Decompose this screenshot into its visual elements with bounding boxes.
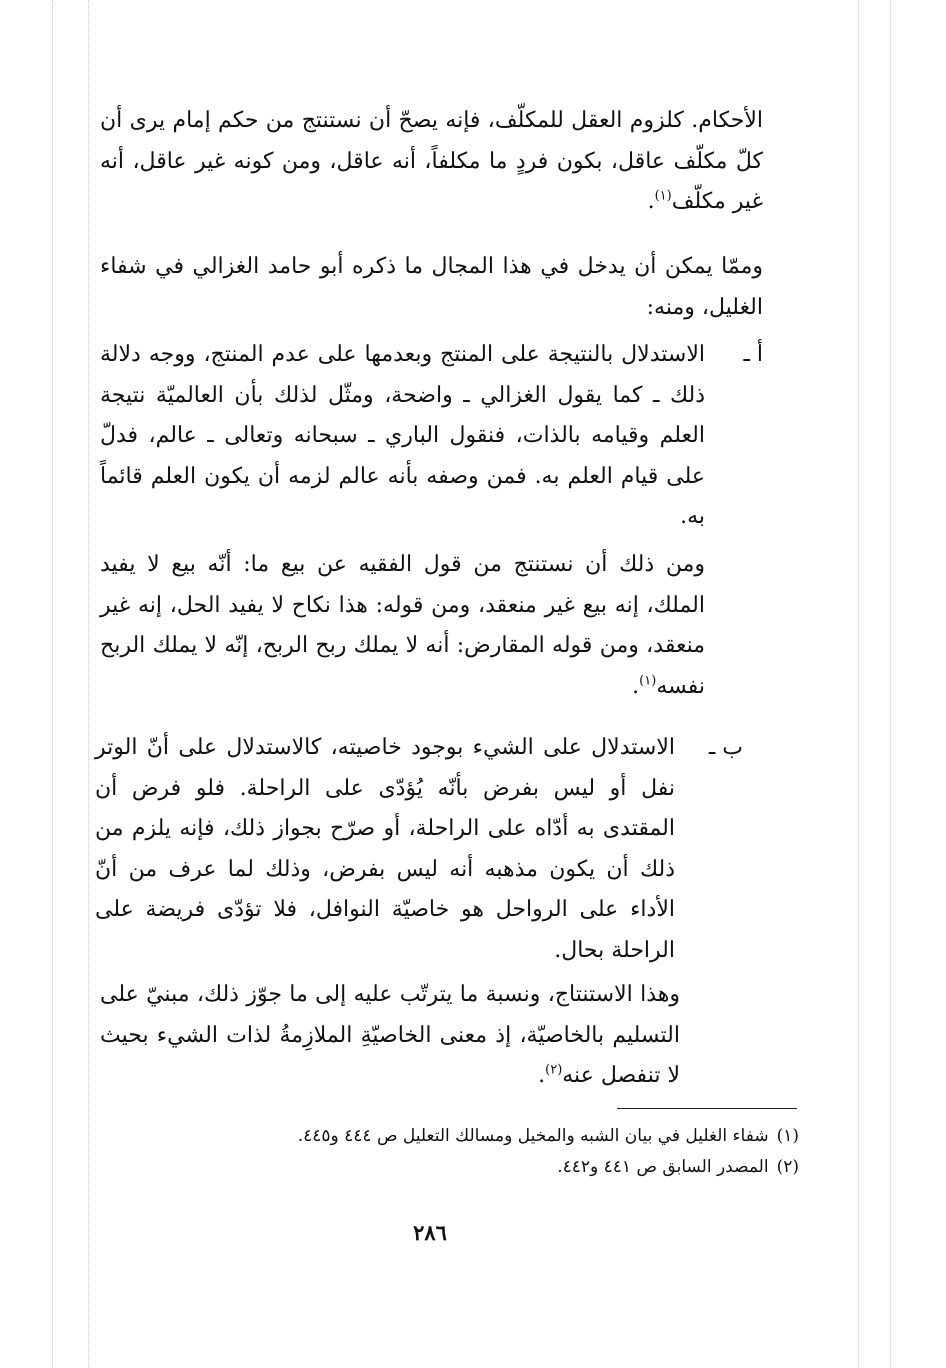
paragraph-text: ومن ذلك أن نستنتج من قول الفقيه عن بيع ما: أنّه بيع لا يفيد الملك، إنه بيع غير منعقد، ومن قوله: هذا نكاح لا يفيد الحل، إنه غير منعقد، ومن قوله المقارض: أنه لا يملك ربح الربح، إنّه لا يملك الربح نفسه	[100, 552, 705, 699]
footnote-text: شفاء الغليل في بيان الشبه والمخيل ومسالك التعليل ص ٤٤٤ و٤٤٥.	[297, 1126, 769, 1146]
list-item-a	[100, 335, 763, 535]
footnote-separator	[617, 1108, 797, 1109]
paragraph-text: وممّا يمكن أن يدخل في هذا المجال ما ذكره أبو حامد الغزالي في شفاء الغليل، ومنه:	[100, 254, 763, 320]
footnote-2	[179, 1152, 799, 1183]
footnotes	[179, 1121, 799, 1183]
paragraph-end: .	[538, 1063, 546, 1088]
item-marker: أ ـ	[743, 342, 763, 367]
scan-edge-line	[88, 0, 89, 1368]
paragraph-end: .	[632, 673, 640, 699]
footnote-text: المصدر السابق ص ٤٤١ و٤٤٢.	[557, 1157, 769, 1177]
paragraph-2	[100, 247, 763, 328]
footnote-1	[179, 1121, 799, 1152]
page-number: ٢٨٦	[413, 1220, 447, 1245]
paragraph-text: الأحكام. كلزوم العقل للمكلّف، فإنه يصحّ أن نستنتج من حكم إمام يرى أن كلّ مكلّف عاقل، بكون فردٍ ما مكلفاً، أنه عاقل، ومن كونه غير عاقل، أنه غير مكلّف	[100, 108, 763, 214]
scan-edge-line	[858, 0, 859, 1368]
paragraph-text: وهذا الاستنتاج، ونسبة ما يترتّب عليه إلى ما جوّز ذلك، مبنيّ على التسليم بالخاصيّة، إذ معنى الخاصيّةِ الملازِمةُ لذات الشيء بحيث لا تنفصل عنه	[100, 982, 680, 1088]
scan-edge-line	[890, 0, 891, 1368]
footnote-ref: (١)	[654, 188, 672, 204]
item-body: الاستدلال بالنتيجة على المنتج وبعدمها على عدم المنتج، ووجه دلالة ذلك ـ كما يقول الغزالي ـ واضحة، ومثّل لذلك بأن العالميّة نتيجة العلم وقيامه بالذات، فنقول الباري ـ سبحانه وتعالى ـ عالم، فدلّ على قيام العلم به. فمن وصفه بأنه عالم لزمه أن يكون العلم قائماً به.	[100, 342, 705, 529]
scan-edge-line	[52, 0, 53, 1368]
paragraph-end: .	[647, 189, 655, 214]
item-a-continuation	[100, 545, 705, 707]
item-body: الاستدلال على الشيء بوجود خاصيته، كالاستدلال على أنّ الوتر نفل أو ليس بفرض بأنّه يُؤدّى على الراحلة. فلو فرض أن المقتدى به أدّاه على الراحلة، أو صرّح بجواز ذلك، فإنه يلزم من ذلك أن يكون مذهبه أنه ليس بفرض، وذلك لما عرف من أنّ الأداء على الرواحل هو خاصيّة النوافل، فلا تؤدّى فريضة على الراحلة بحال.	[95, 735, 675, 963]
footnote-ref: (١)	[639, 673, 657, 689]
footnote-number: (١)	[776, 1126, 799, 1146]
list-item-b	[95, 728, 763, 968]
footnote-number: (٢)	[776, 1157, 799, 1177]
footnote-ref: (٢)	[545, 1062, 563, 1078]
paragraph-1	[100, 101, 763, 223]
item-b-continuation	[100, 975, 680, 1097]
item-marker: ب ـ	[708, 735, 743, 760]
